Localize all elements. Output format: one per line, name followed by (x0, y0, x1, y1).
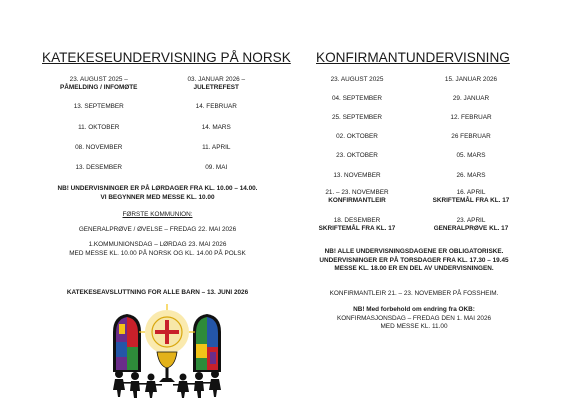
schedule-cell (40, 76, 158, 92)
schedule-date: 23. OKTOBER (336, 152, 378, 159)
schedule-event: SKRIFTEMÅL FRA KL. 17 (318, 225, 396, 232)
confirmation-title: KONFIRMANTUNDERVISNING (316, 50, 510, 65)
schedule-date: 14. MARS (201, 124, 231, 131)
schedule-date: 02. OKTOBER (336, 133, 378, 140)
schedule-event: SKRIFTEMÅL FRA KL. 17 (432, 197, 510, 204)
schedule-cell (414, 217, 528, 233)
right-stained-window (193, 314, 221, 372)
schedule-date: 13. DESEMBER (75, 164, 123, 171)
change-heading: NB! Med forbehold om endring fra OKB: (353, 306, 475, 313)
schedule-date: 05. MARS (456, 152, 486, 159)
catechesis-closing: KATEKESEAVSLUTTNING FOR ALLE BARN – 13. JUNI 2026 (66, 289, 249, 296)
schedule-date: 26. MARS (456, 172, 486, 179)
schedule-cell (158, 76, 276, 92)
camp-info: KONFIRMANTLEIR 21. – 23. NOVEMBER PÅ FOSSHEIM. (329, 290, 499, 297)
catechesis-title: KATEKESEUNDERVISNING PÅ NORSK (42, 50, 291, 65)
schedule-date: 16. APRIL (456, 189, 486, 196)
schedule-cell (300, 189, 414, 205)
schedule-date: 09. MAI (205, 164, 228, 171)
schedule-event: GENERALPRØVE KL. 17 (433, 225, 509, 232)
schedule-date: 21. – 23. NOVEMBER (325, 189, 389, 196)
communion-rehearsal: GENERALPRØVE / ØVELSE – FREDAG 22. MAI 2026 (78, 225, 237, 233)
communion-mass: MED MESSE KL. 10.00 PÅ NORSK OG KL. 14.00 PÅ POLSK (69, 249, 246, 257)
schedule-event: PÅMELDING / INFOMØTE (60, 84, 138, 91)
schedule-date: 04. SEPTEMBER (331, 95, 383, 102)
note-line: NB! ALLE UNDERVISNINGSDAGENE ER OBLIGATORISKE. (324, 248, 504, 255)
note-line: UNDERVISNINGER ER PÅ TORSDAGER FRA KL. 17.30 – 19.45 (319, 256, 509, 264)
confirmation-day: KONFIRMASJONSDAG – FREDAG DEN 1. MAI 2026 (336, 314, 492, 322)
left-stained-window (113, 314, 141, 372)
schedule-date: 12. FEBRUAR (450, 114, 492, 121)
schedule-date: 23. APRIL (456, 217, 486, 224)
confirmation-day-section (300, 306, 528, 332)
note-line: NB! UNDERVISNINGER ER PÅ LØRDAGER FRA KL. 10.00 – 14.00. (57, 185, 258, 192)
schedule-date: 13. NOVEMBER (333, 172, 381, 179)
schedule-date: 23. AUGUST 2025 – (69, 76, 128, 83)
schedule-date: 25. SEPTEMBER (331, 114, 383, 121)
schedule-event: JULETREFEST (193, 84, 239, 91)
schedule-date: 13. SEPTEMBER (73, 103, 124, 110)
schedule-date: 26 FEBRUAR (451, 133, 491, 140)
schedule-cell (300, 217, 414, 233)
schedule-date: 15. JANUAR 2026 (444, 76, 498, 83)
schedule-event: KONFIRMANTLEIR (328, 197, 386, 204)
schedule-date: 08. NOVEMBER (75, 144, 123, 151)
schedule-cell (414, 189, 528, 205)
schedule-date: 14. FEBRUAR (195, 103, 237, 110)
note-line: VI BEGYNNER MED MESSE KL. 10.00 (100, 193, 215, 201)
schedule-date: 11. OKTOBER (78, 124, 120, 131)
catechesis-note (40, 185, 275, 202)
confirmation-note (300, 248, 528, 274)
schedule-date: 18. DESEMBER (333, 217, 381, 224)
communion-section (40, 211, 275, 258)
confirmation-mass: MED MESSE KL. 11.00 (380, 323, 448, 331)
communion-heading: FØRSTE KOMMUNION: (122, 211, 193, 218)
schedule-date: 29. JANUAR (452, 95, 490, 102)
schedule-date: 11. APRIL (202, 144, 231, 151)
chalice-icon (157, 352, 177, 382)
schedule-date: 03. JANUAR 2026 – (187, 76, 246, 83)
communion-day: 1.KOMMUNIONSDAG – LØRDAG 23. MAI 2026 (88, 241, 227, 249)
stained-glass-children-communion-illustration (109, 302, 229, 398)
eucharist-host-icon (139, 304, 195, 354)
note-line: MESSE KL. 18.00 ER EN DEL AV UNDERVISNINGEN. (334, 265, 494, 273)
schedule-date: 23. AUGUST 2025 (330, 76, 384, 83)
